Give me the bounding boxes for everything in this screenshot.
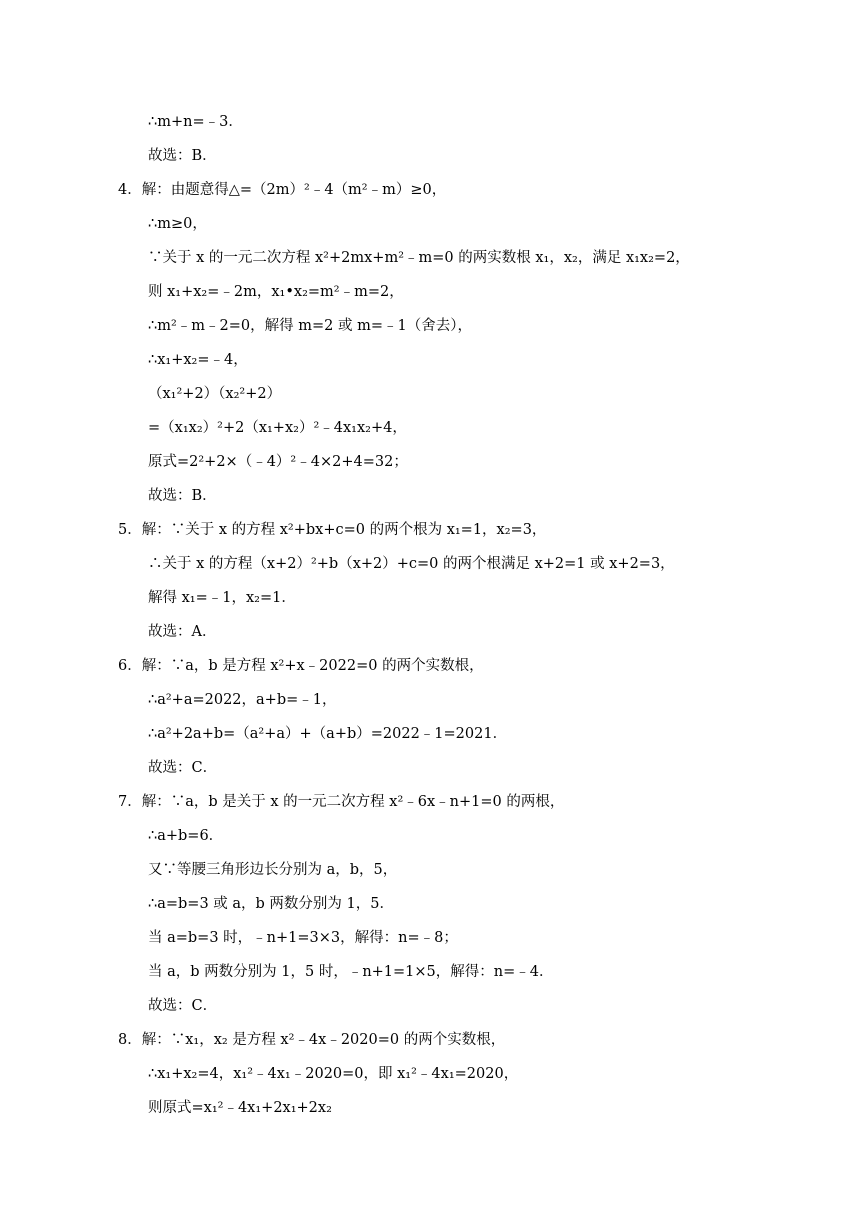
text-line: 故选：A．: [148, 624, 217, 640]
text-line: ∴a=b=3 或 a，b 两数分别为 1，5．: [148, 896, 394, 912]
text-line: ∴m²﹣m﹣2=0，解得 m=2 或 m=﹣1（舍去），: [148, 318, 472, 334]
text-line: 故选：C．: [148, 760, 218, 776]
solution-heading-7: 7．解：∵a，b 是关于 x 的一元二次方程 x²﹣6x﹣n+1=0 的两根，: [118, 794, 565, 810]
text-line: 又∵等腰三角形边长分别为 a，b，5，: [148, 862, 398, 878]
text-line: ∴a+b=6．: [148, 828, 224, 844]
text-line: =（x₁x₂）²+2（x₁+x₂）²﹣4x₁x₂+4，: [148, 420, 407, 436]
text-line: 故选：C．: [148, 998, 218, 1014]
text-line: 原式=2²+2×（﹣4）²﹣4×2+4=32；: [148, 454, 408, 470]
solution-heading-5: 5．解：∵关于 x 的方程 x²+bx+c=0 的两个根为 x₁=1，x₂=3，: [118, 522, 547, 538]
text-line: ∴m≥0，: [148, 216, 207, 232]
solution-heading-8: 8．解：∵x₁，x₂ 是方程 x²﹣4x﹣2020=0 的两个实数根，: [118, 1032, 506, 1048]
text-line: ∴关于 x 的方程（x+2）²+b（x+2）+c=0 的两个根满足 x+2=1 或 x+2=3，: [148, 556, 675, 572]
text-line: 则原式=x₁²﹣4x₁+2x₁+2x₂: [148, 1100, 332, 1116]
text-line: ∴a²+2a+b=（a²+a）+（a+b）=2022﹣1=2021．: [148, 726, 508, 742]
text-line: ∴a²+a=2022，a+b=﹣1，: [148, 692, 337, 708]
text-line: （x₁²+2）（x₂²+2）: [148, 386, 282, 402]
text-line: 则 x₁+x₂=﹣2m，x₁•x₂=m²﹣m=2，: [148, 284, 404, 300]
solution-heading-4: 4．解：由题意得△=（2m）²﹣4（m²﹣m）≥0，: [118, 182, 447, 198]
text-line: 当 a=b=3 时，﹣n+1=3×3，解得：n=﹣8；: [148, 930, 458, 946]
text-line: 当 a，b 两数分别为 1，5 时，﹣n+1=1×5，解得：n=﹣4．: [148, 964, 554, 980]
text-line: 故选：B．: [148, 488, 217, 504]
solution-heading-6: 6．解：∵a，b 是方程 x²+x﹣2022=0 的两个实数根，: [118, 658, 484, 674]
text-line: 故选：B．: [148, 148, 217, 164]
text-line: ∴x₁+x₂=4，x₁²﹣4x₁﹣2020=0，即 x₁²﹣4x₁=2020，: [148, 1066, 519, 1082]
text-line: ∴m+n=﹣3．: [148, 114, 243, 130]
text-line: ∵关于 x 的一元二次方程 x²+2mx+m²﹣m=0 的两实数根 x₁，x₂，满足 x₁x₂=2，: [148, 250, 690, 266]
text-line: ∴x₁+x₂=﹣4，: [148, 352, 248, 368]
text-line: 解得 x₁=﹣1，x₂=1．: [148, 590, 296, 606]
